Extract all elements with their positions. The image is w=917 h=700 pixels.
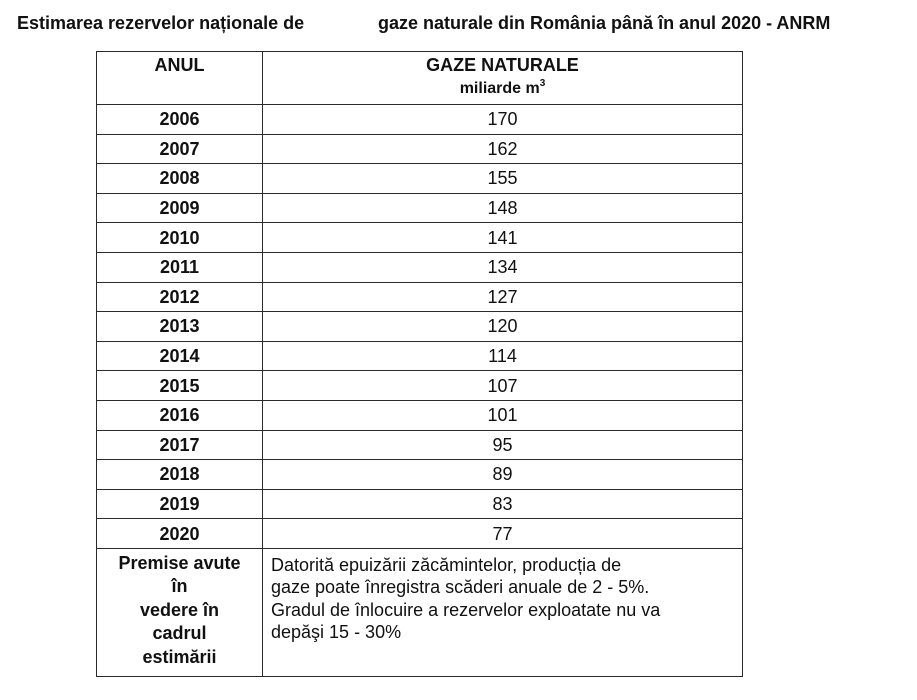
- gas-reserve-cell: 170: [263, 105, 743, 135]
- gas-reserve-cell: 134: [263, 252, 743, 282]
- year-cell: 2018: [97, 460, 263, 490]
- header-gas-label: GAZE NATURALE: [426, 55, 579, 75]
- title-part-1: Estimarea rezervelor naționale de: [17, 13, 305, 33]
- header-gas: [263, 52, 743, 105]
- year-cell: 2010: [97, 223, 263, 253]
- table-row: [97, 489, 743, 519]
- table-row: [97, 519, 743, 549]
- assumptions-label: [97, 548, 263, 676]
- table-row: [97, 134, 743, 164]
- gas-reserve-cell: 77: [263, 519, 743, 549]
- reserves-table: [96, 51, 743, 677]
- assumptions-text: [263, 548, 743, 676]
- year-cell: 2009: [97, 193, 263, 223]
- year-cell: 2015: [97, 371, 263, 401]
- year-cell: 2019: [97, 489, 263, 519]
- year-cell: 2013: [97, 312, 263, 342]
- gas-reserve-cell: 83: [263, 489, 743, 519]
- header-year-label: ANUL: [154, 55, 205, 75]
- table-row: [97, 193, 743, 223]
- assumptions-text-line: depăşi 15 - 30%: [271, 622, 402, 643]
- gas-reserve-cell: 162: [263, 134, 743, 164]
- table-row: [97, 105, 743, 135]
- gas-reserve-cell: 120: [263, 312, 743, 342]
- gas-reserve-cell: 89: [263, 460, 743, 490]
- year-cell: 2006: [97, 105, 263, 135]
- assumptions-text-line: gaze poate înregistra scăderi anuale de 2 - 5%.: [271, 577, 650, 598]
- table-row: [97, 371, 743, 401]
- gas-reserve-cell: 155: [263, 164, 743, 194]
- table-row: [97, 430, 743, 460]
- assumptions-row: [97, 548, 743, 676]
- year-cell: 2012: [97, 282, 263, 312]
- header-year: [97, 52, 263, 105]
- table-row: [97, 164, 743, 194]
- unit-superscript: 3: [539, 78, 546, 89]
- assumptions-label-line: vedere în: [139, 599, 220, 620]
- year-cell: 2011: [97, 252, 263, 282]
- year-cell: 2020: [97, 519, 263, 549]
- page-title: [0, 10, 917, 36]
- table-row: [97, 312, 743, 342]
- gas-reserve-cell: 127: [263, 282, 743, 312]
- table-row: [97, 460, 743, 490]
- assumptions-text-line: Gradul de înlocuire a rezervelor exploatate nu va: [271, 599, 661, 620]
- gas-reserve-cell: 107: [263, 371, 743, 401]
- assumptions-label-line: Premise avute: [118, 552, 241, 573]
- year-cell: 2017: [97, 430, 263, 460]
- title-part-2: gaze naturale din România până în anul 2020 - ANRM: [378, 13, 831, 33]
- year-cell: 2014: [97, 341, 263, 371]
- year-cell: 2016: [97, 400, 263, 430]
- gas-reserve-cell: 95: [263, 430, 743, 460]
- gas-reserve-cell: 114: [263, 341, 743, 371]
- table-row: [97, 400, 743, 430]
- header-gas-unit: miliarde $m^3$: [459, 78, 546, 97]
- gas-reserve-cell: 148: [263, 193, 743, 223]
- assumptions-label-line: estimării: [142, 646, 217, 667]
- table-row: [97, 341, 743, 371]
- assumptions-label-line: cadrul: [152, 623, 207, 644]
- gas-reserve-cell: 141: [263, 223, 743, 253]
- table-header-row: [97, 52, 743, 105]
- table-row: [97, 252, 743, 282]
- year-cell: 2007: [97, 134, 263, 164]
- year-cell: 2008: [97, 164, 263, 194]
- gas-reserve-cell: 101: [263, 400, 743, 430]
- table-row: [97, 282, 743, 312]
- table-row: [97, 223, 743, 253]
- assumptions-text-line: Datorită epuizării zăcămintelor, producția de: [271, 554, 622, 575]
- assumptions-label-line: în: [171, 576, 188, 597]
